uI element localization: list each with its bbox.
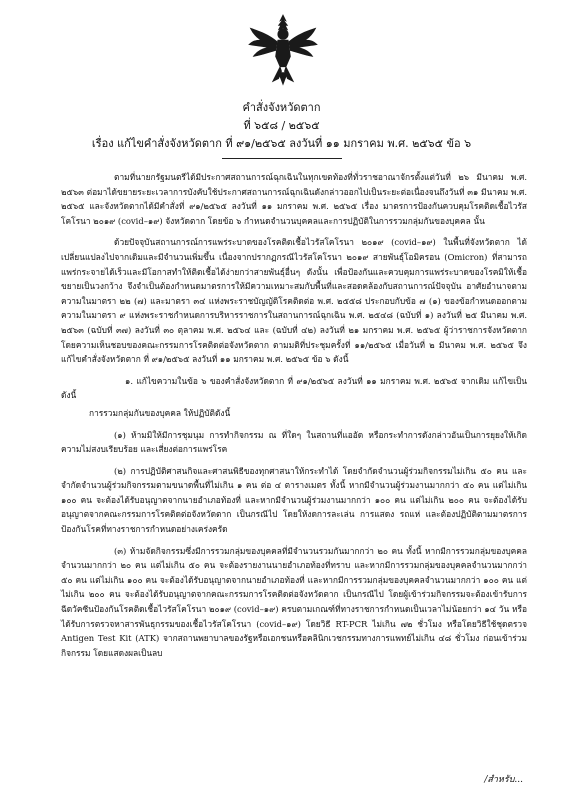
paragraph-amendment: ๑. แก้ไขความในข้อ ๖ ของคำสั่งจังหวัดตาก ที่ ๙๑/๒๕๖๕ ลงวันที่ ๑๑ มกราคม พ.ศ. ๒๕๖๕ จากเดิม แก้ไขเป็นดังนี้ [61,375,527,401]
order-subject: เรื่อง แก้ไขคำสั่งจังหวัดตาก ที่ ๙๑/๒๕๖๕ ลงวันที่ ๑๑ มกราคม พ.ศ. ๒๕๖๕ ข้อ ๖ [91,137,472,150]
document-body [61,170,527,667]
garuda-emblem-icon [246,12,320,86]
section-heading: การรวมกลุ่มกันของบุคคล ให้ปฏิบัติดังนี้ [89,407,231,418]
paragraph-background: ตามที่นายกรัฐมนตรีได้มีประกาศสถานการณ์ฉุกเฉินในทุกเขตท้องที่ทั่วราชอาณาจักรตั้งแต่วันที่ ๒๖ มีนาคม พ.ศ. ๒๕๖๓ ต่อมาได้ขยายระยะเวลาการบังคับใช้ประกาศสถานการณ์ฉุกเฉินดังกล่าวออกไปเป็นระยะต่อเนื่องจนถึงวันที่ ๓๑ มีนาคม พ.ศ. ๒๕๖๕ และจังหวัดตากได้มีคำสั่งที่ ๙๑/๒๕๖๕ ลงวันที่ ๑๑ มกราคม พ.ศ. ๒๕๖๕ เรื่อง มาตรการป้องกันควบคุมโรคติดเชื้อไวรัสโคโรนา ๒๐๑๙ (covid–๑๙) จังหวัดตาก โดยข้อ ๖ กำหนดจำนวนบุคคลและการปฏิบัติในการรวมกลุ่มกันของบุคคล นั้น [61,172,527,226]
item-3: (๓) ห้ามจัดกิจกรรมซึ่งมีการรวมกลุ่มของบุคคลที่มีจำนวนรวมกันมากกว่า ๒๐ คน ทั้งนี้ หากมีการรวมกลุ่มของบุคคลจำนวนมากกว่า ๒๐ คน แต่ไม่เกิน ๕๐ คน จะต้องรายงานนายอำเภอท้องที่ทราบ และหากมีการรวมกลุ่มของบุคคลจำนวนมากกว่า ๕๐ คน แต่ไม่เกิน ๑๐๐ คน จะต้องได้รับอนุญาตจากนายอำเภอท้องที่ และหากมีการรวมกลุ่มของบุคคลจำนวนมากกว่า ๑๐๐ คน แต่ไม่เกิน ๒๐๐ คน จะต้องได้รับอนุญาตจากคณะกรรมการโรคติดต่อจังหวัดตาก เป็นกรณีไป โดยผู้เข้าร่วมกิจกรรมจะต้องเข้ารับการฉีดวัคซีนป้องกันโรคติดเชื้อไวรัสโคโรนา ๒๐๑๙ (covid–๑๙) ครบตามเกณฑ์ที่ทางราชการกำหนดเป็นเวลาไม่น้อยกว่า ๑๔ วัน หรือได้รับการตรวจหาสารพันธุกรรมของเชื้อไวรัสโคโรนา (covid–๑๙) โดยวิธี RT-PCR ไม่เกิน ๗๒ ชั่วโมง หรือโดยวิธีใช้ชุดตรวจ Antigen Test Kit (ATK) จากสถานพยาบาลของรัฐหรือเอกชนหรือคลินิกเวชกรรมทางการแพทย์ไม่เกิน ๔๘ ชั่วโมง ก่อนเข้าร่วมกิจกรรม โดยแสดงผลเป็นลบ [61,545,527,658]
paragraph-reason: ด้วยปัจจุบันสถานการณ์การแพร่ระบาดของโรคติดเชื้อไวรัสโคโรนา ๒๐๑๙ (covid–๑๙) ในพื้นที่จังหวัดตาก ได้เปลี่ยนแปลงไปจากเดิมและมีจำนวนเพิ่มขึ้น เนื่องจากปรากฏกรณีไวรัสโคโรนา ๒๐๑๙ สายพันธุ์โอมิครอน (Omicron) ที่สามารถแพร่กระจายได้เร็วและมีโอกาสทำให้ติดเชื้อได้ง่ายกว่าสายพันธุ์อื่นๆ ดังนั้น เพื่อป้องกันและควบคุมการแพร่ระบาดของโรคมิให้เชื้อขยายเป็นวงกว้าง จึงจำเป็นต้องกำหนดมาตรการให้มีความเหมาะสมกับพื้นที่และสอดคล้องกับสถานการณ์ปัจจุบัน อาศัยอำนาจตามความในมาตรา ๒๒ (๗) และมาตรา ๓๔ แห่งพระราชบัญญัติโรคติดต่อ พ.ศ. ๒๕๕๘ ประกอบกับข้อ ๗ (๑) ของข้อกำหนดออกตามความในมาตรา ๙ แห่งพระราชกำหนดการบริหารราชการในสถานการณ์ฉุกเฉิน พ.ศ. ๒๕๔๘ (ฉบับที่ ๑) ลงวันที่ ๒๕ มีนาคม พ.ศ. ๒๕๖๓ (ฉบับที่ ๓๗) ลงวันที่ ๓๐ ตุลาคม พ.ศ. ๒๕๖๔ และ (ฉบับที่ ๔๒) ลงวันที่ ๒๑ มกราคม พ.ศ. ๒๕๖๕ ผู้ว่าราชการจังหวัดตากโดยความเห็นชอบของคณะกรรมการโรคติดต่อจังหวัดตาก ตามมติที่ประชุมครั้งที่ ๑๑/๒๕๖๕ เมื่อวันที่ ๒ มีนาคม พ.ศ. ๒๕๖๕ จึงแก้ไขคำสั่งจังหวัดตาก ที่ ๙๑/๒๕๖๕ ลงวันที่ ๑๑ มกราคม พ.ศ. ๒๕๖๕ ข้อ ๖ ดังนี้ [61,237,527,365]
continuation-marker: /สำหรับ... [484,775,523,785]
order-title: คำสั่งจังหวัดตาก [242,101,321,114]
item-2: (๒) การปฏิบัติศาสนกิจและศาสนพิธีของทุกศาสนาให้กระทำได้ โดยจำกัดจำนวนผู้ร่วมกิจกรรมไม่เกิน ๕๐ คน และจำกัดจำนวนผู้ร่วมกิจกรรมตามขนาดพื้นที่ไม่เกิน ๑ คน ต่อ ๔ ตารางเมตร ทั้งนี้ หากมีจำนวนผู้ร่วมงานมากกว่า ๕๐ คน แต่ไม่เกิน ๑๐๐ คน จะต้องได้รับอนุญาตจากนายอำเภอท้องที่ และหากมีจำนวนผู้ร่วมงานมากกว่า ๑๐๐ คน แต่ไม่เกิน ๒๐๐ คน จะต้องได้รับอนุญาตจากคณะกรรมการโรคติดต่อจังหวัดตาก เป็นกรณีไป โดยให้งดการละเล่น การแสดง รถแห่ และต้องปฏิบัติตามมาตรการป้องกันโรคที่ทางราชการกำหนดอย่างเคร่งครัด [61,465,527,535]
order-number: ที่ ๖๕๘ / ๒๕๖๕ [243,119,320,132]
item-1: (๑) ห้ามมิให้มีการชุมนุม การทำกิจกรรม ณ ที่ใดๆ ในสถานที่แออัด หรือกระทำการดังกล่าวอันเป็นการยุยงให้เกิดความไม่สงบเรียบร้อย และเสี่ยงต่อการแพร่โรค [61,429,527,455]
title-divider [222,158,342,159]
